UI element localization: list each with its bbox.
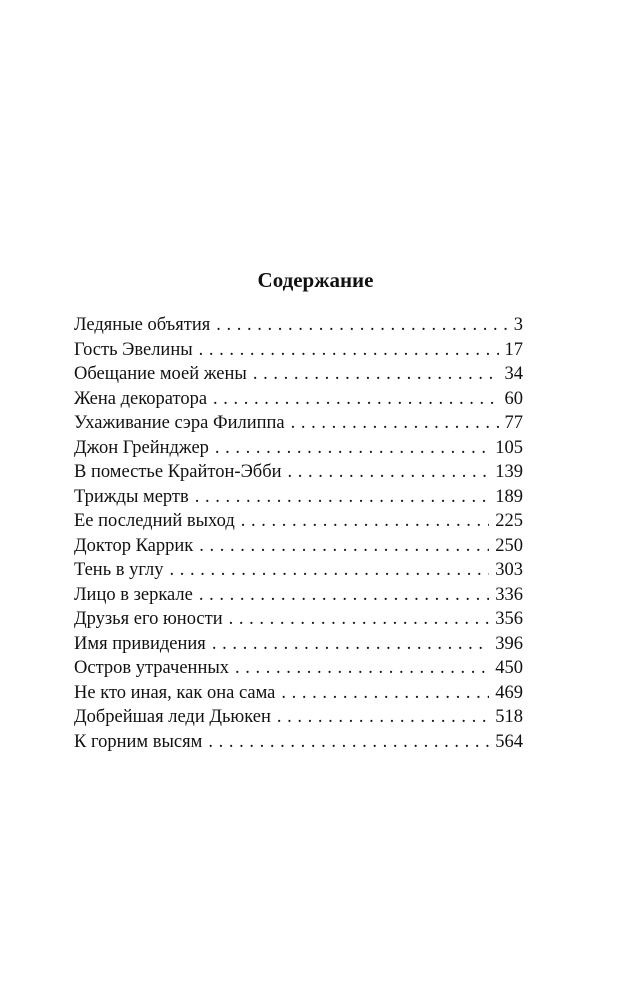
toc-entry-title: Доктор Каррик: [74, 535, 194, 556]
toc-entry: [74, 558, 523, 583]
toc-entry-title: Не кто иная, как она сама: [74, 682, 276, 703]
toc-entry: [74, 681, 523, 706]
toc-entry-title: Ледяные объятия: [74, 315, 211, 335]
toc-entry-page: 3: [513, 315, 523, 335]
toc-entry-page: 77: [504, 413, 523, 433]
toc-entry-title: Обещание моей жены: [74, 364, 247, 384]
toc-entry: [74, 534, 523, 559]
toc-heading: Содержание: [257, 268, 374, 292]
toc-entry-title: Ухаживание сэра Филиппа: [74, 413, 285, 433]
toc-entry-page: 139: [495, 462, 523, 482]
toc-entry: [74, 730, 523, 755]
toc-entry-page: 336: [495, 584, 523, 605]
table-of-contents: [74, 313, 523, 754]
toc-entry-title: Трижды мертв: [74, 486, 189, 507]
toc-entry: [74, 509, 523, 534]
toc-entry-page: 250: [495, 535, 523, 556]
dot-leader: [208, 730, 489, 755]
dot-leader: [281, 681, 489, 706]
dot-leader: [215, 436, 489, 461]
toc-entry: [74, 436, 523, 461]
dot-leader: [229, 607, 490, 632]
dot-leader: [277, 705, 489, 730]
dot-leader: [291, 411, 499, 436]
toc-entry-page: 356: [495, 609, 523, 629]
dot-leader: [288, 460, 490, 485]
toc-entry: [74, 583, 523, 608]
toc-entry: [74, 313, 523, 338]
toc-entry-page: 34: [504, 364, 523, 384]
toc-entry: [74, 607, 523, 632]
toc-entry-title: В поместье Крайтон-Эбби: [74, 462, 282, 482]
toc-entry-title: К горним высям: [74, 731, 203, 752]
toc-entry-title: Остров утраченных: [74, 658, 230, 678]
toc-entry-title: Жена декоратора: [74, 388, 208, 409]
toc-entry-title: Джон Грейнджер: [74, 437, 209, 458]
toc-entry-title: Лицо в зеркале: [74, 584, 193, 605]
dot-leader: [235, 656, 489, 681]
toc-entry-page: 225: [495, 511, 523, 531]
toc-entry-title: Ее последний выход: [74, 511, 235, 531]
toc-entry-title: Тень в углу: [74, 560, 164, 580]
dot-leader: [199, 534, 489, 559]
toc-entry-title: Добрейшая леди Дьюкен: [74, 707, 271, 727]
toc-entry-page: 303: [495, 560, 523, 580]
toc-entry: [74, 411, 523, 436]
toc-entry: [74, 705, 523, 730]
toc-entry-title: Друзья его юности: [74, 609, 223, 629]
toc-entry-title: Имя привидения: [74, 633, 206, 654]
toc-entry-page: 17: [504, 339, 523, 360]
toc-entry: [74, 656, 523, 681]
dot-leader: [241, 509, 490, 534]
toc-entry-page: 396: [495, 633, 523, 654]
dot-leader: [199, 583, 489, 608]
dot-leader: [216, 313, 508, 338]
toc-entry-page: 564: [495, 731, 523, 752]
toc-entry-page: 450: [495, 658, 523, 678]
toc-entry-title: Гость Эвелины: [74, 339, 193, 360]
toc-entry-page: 469: [495, 682, 523, 703]
dot-leader: [212, 632, 489, 657]
toc-entry-page: 518: [495, 707, 523, 727]
dot-leader: [253, 362, 499, 387]
dot-leader: [213, 387, 498, 412]
toc-entry-page: 189: [495, 486, 523, 507]
toc-entry: [74, 338, 523, 363]
dot-leader: [195, 485, 490, 510]
dot-leader: [170, 558, 490, 583]
toc-entry: [74, 485, 523, 510]
toc-entry-page: 60: [504, 388, 523, 409]
toc-entry: [74, 632, 523, 657]
toc-entry: [74, 387, 523, 412]
toc-entry: [74, 362, 523, 387]
dot-leader: [199, 338, 499, 363]
toc-entry-page: 105: [495, 437, 523, 458]
toc-entry: [74, 460, 523, 485]
